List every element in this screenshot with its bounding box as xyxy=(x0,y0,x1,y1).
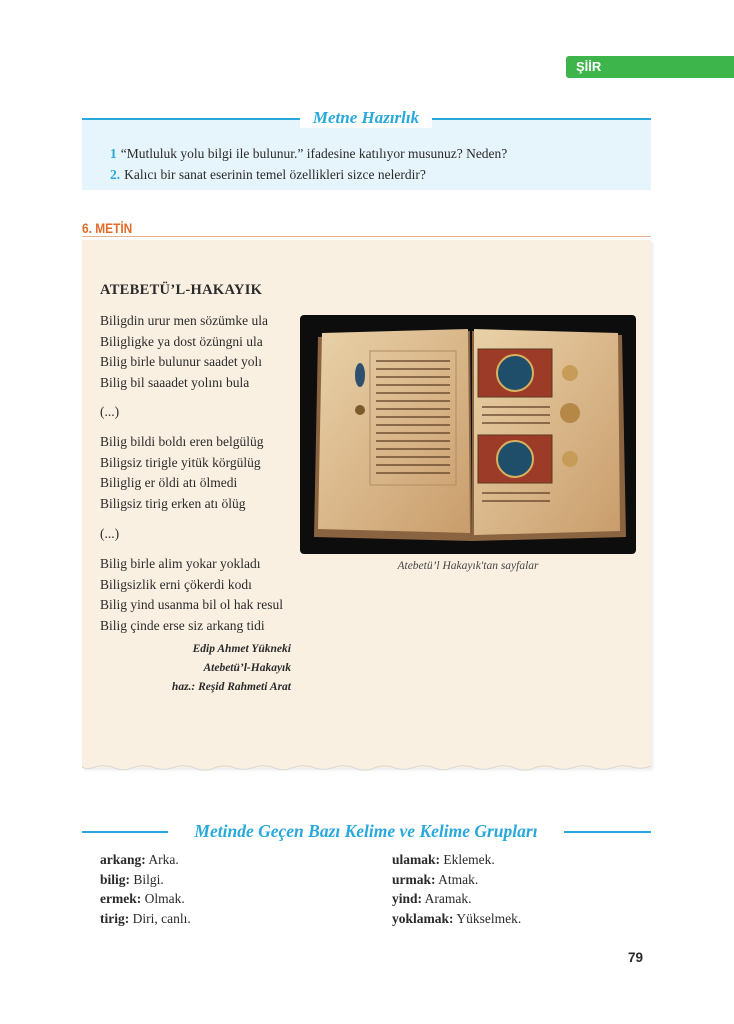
prep-question xyxy=(110,164,507,185)
manuscript-photo xyxy=(300,315,636,554)
glossary-entry xyxy=(100,889,191,909)
poem-line: Biligdin urur men sözümke ula xyxy=(100,313,268,328)
poem-ellipsis: (...) xyxy=(100,526,120,541)
glossary-term: arkang: xyxy=(100,852,146,867)
question-text: Kalıcı bir sanat eserinin temel özellikleri sizce nelerdir? xyxy=(124,167,426,182)
glossary-left-column xyxy=(100,850,191,928)
manuscript-illustration xyxy=(300,315,636,554)
glossary-term: ermek: xyxy=(100,891,142,906)
glossary-term: yind: xyxy=(392,891,423,906)
question-number: 1 xyxy=(110,146,117,161)
glossary-definition: Diri, canlı. xyxy=(132,910,191,926)
poem-stanza-1 xyxy=(100,311,268,393)
glossary-definition: Aramak. xyxy=(424,891,472,906)
credit-editor: haz.: Reşid Rahmeti Arat xyxy=(171,681,291,693)
glossary-term: ulamak: xyxy=(392,852,441,867)
poem-line: Biliglig er öldi atı ölmedi xyxy=(100,475,238,490)
poem-line: Bilig birle bulunur saadet yolı xyxy=(100,354,262,369)
glossary-term: tirig: xyxy=(100,910,130,926)
glossary-term: bilig: xyxy=(100,871,131,887)
poem-stanza-2 xyxy=(100,432,263,514)
poem-stanza-3 xyxy=(100,554,283,636)
glossary-entry xyxy=(392,870,521,890)
image-caption: Atebetü’l Hakayık'tan sayfalar xyxy=(397,560,539,572)
glossary-term: yoklamak: xyxy=(392,910,454,926)
glossary-entry xyxy=(392,909,521,929)
glossary-title: Metinde Geçen Bazı Kelime ve Kelime Grupları xyxy=(168,821,564,842)
torn-edge xyxy=(82,760,651,776)
section-tab: ŞİİR xyxy=(566,56,734,78)
poem-line: Biligsiz tirig erken atı ölüg xyxy=(100,495,246,511)
glossary-definition: Yükselmek. xyxy=(456,910,522,926)
poem-line: Biligsizlik erni çökerdi kodı xyxy=(100,576,252,592)
poem-credits xyxy=(172,640,291,697)
glossary-definition: Eklemek. xyxy=(443,852,495,867)
prep-rule-left xyxy=(82,118,300,120)
glossary-entry xyxy=(392,889,521,909)
glossary-entry xyxy=(100,870,191,890)
poem-line: Biligligke ya dost özüngni ula xyxy=(100,333,263,349)
glossary-rule-left xyxy=(82,831,168,833)
text-number-label: 6. METİN xyxy=(82,220,133,236)
glossary-entry xyxy=(100,850,191,870)
glossary-definition: Atmak. xyxy=(438,871,479,887)
prep-title: Metne Hazırlık xyxy=(300,108,432,128)
glossary-definition: Arka. xyxy=(148,852,179,867)
poem-line: Bilig bildi boldı eren belgülüg xyxy=(100,434,264,449)
prep-rule-right xyxy=(432,118,651,120)
question-text: “Mutluluk yolu bilgi ile bulunur.” ifadesine katılıyor musunuz? Neden? xyxy=(120,146,508,161)
page-number: 79 xyxy=(628,950,644,965)
glossary-definition: Olmak. xyxy=(144,891,185,906)
text-label-underline xyxy=(82,236,651,237)
poem-line: Bilig birle alim yokar yokladı xyxy=(100,556,261,571)
glossary-rule-right xyxy=(564,831,651,833)
glossary-entry xyxy=(392,850,521,870)
glossary-definition: Bilgi. xyxy=(133,871,164,887)
poem-title: ATEBETÜ’L-HAKAYIK xyxy=(100,282,263,298)
poem-line: Bilig bil saaadet yolını bula xyxy=(100,374,250,390)
prep-questions xyxy=(110,143,507,185)
poem-line: Bilig yind usanma bil ol hak resul xyxy=(100,597,283,612)
question-number: 2. xyxy=(110,167,121,182)
credit-work: Atebetü’l-Hakayık xyxy=(203,662,291,674)
glossary-term: urmak: xyxy=(392,871,436,887)
poem-line: Bilig çinde erse siz arkang tidi xyxy=(100,617,265,633)
poem-ellipsis: (...) xyxy=(100,404,120,419)
glossary-right-column xyxy=(392,850,521,928)
prep-question xyxy=(110,143,507,164)
credit-author: Edip Ahmet Yükneki xyxy=(192,643,291,655)
glossary-entry xyxy=(100,909,191,929)
poem-line: Biligsiz tirigle yitük körgülüg xyxy=(100,454,261,470)
